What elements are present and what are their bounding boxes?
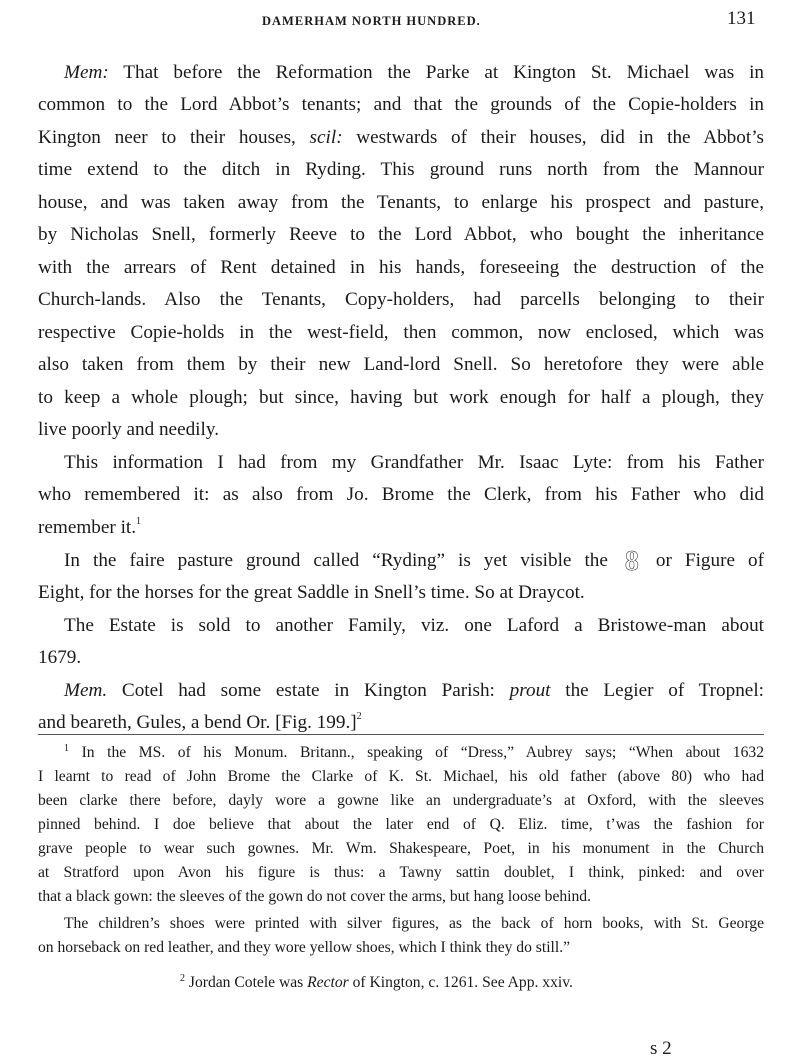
text-line: [38, 387, 764, 409]
text-run: or Figure of: [642, 550, 765, 571]
text-run: In the MS. of his Monum. Britann., speaking of “Dress,” Aubrey says; “When about 1632: [69, 744, 764, 761]
italic-text: Rector: [307, 974, 349, 991]
text-line: [64, 546, 765, 577]
text-line: [64, 62, 764, 84]
text-line: [38, 94, 764, 116]
text-line: [38, 517, 764, 539]
text-line: [38, 484, 764, 506]
text-run: In the faire pasture ground called “Ryding” is yet visible the: [64, 550, 621, 571]
text-line: [38, 224, 764, 246]
text-run: of Kington, c. 1261. See App. xxiv.: [348, 974, 573, 991]
text-run: The Estate is sold to another Family, viz. one Laford a Bristowe-man about: [64, 615, 764, 636]
text-line: [38, 582, 764, 604]
text-line: [38, 419, 764, 441]
text-run: This information I had from my Grandfather Mr. Isaac Lyte: from his Father: [64, 452, 764, 473]
text-line: [64, 452, 764, 474]
text-line: [38, 840, 764, 858]
text-run: I learnt to read of John Brome the Clarke of K. St. Michael, his old father (above 80) who had: [38, 768, 764, 785]
text-line: [38, 888, 764, 906]
text-line: [38, 816, 764, 834]
text-line: [38, 647, 764, 669]
running-title: DAMERHAM NORTH HUNDRED.: [262, 14, 481, 28]
text-line: [64, 744, 764, 762]
text-line: [38, 322, 764, 344]
footnote-marker: 2: [356, 711, 362, 722]
text-run: Jordan Cotele was: [185, 974, 308, 991]
italic-text: prout: [509, 680, 551, 701]
text-line: [38, 939, 764, 957]
text-line: [64, 615, 764, 637]
text-run: house, and was taken away from the Tenants, to enlarge his prospect and pasture,: [38, 192, 764, 213]
text-run: who remembered it: as also from Jo. Brome the Clerk, from his Father who did: [38, 484, 764, 505]
text-line: [38, 159, 764, 181]
footnote-marker: 1: [136, 516, 142, 527]
text-line: [38, 192, 764, 214]
text-run: pinned behind. I doe believe that about the later end of Q. Eliz. time, t’was the fashion for: [38, 816, 764, 833]
text-run: westwards of their houses, did in the Abbot’s: [342, 127, 764, 148]
text-run: 1679.: [38, 647, 82, 668]
signature-mark: s 2: [650, 1038, 672, 1059]
text-line: [38, 792, 764, 810]
italic-text: scil:: [309, 127, 343, 148]
text-line: [38, 127, 764, 149]
text-run: That before the Reformation the Parke at Kington St. Michael was in: [108, 62, 764, 83]
text-run: remember it.: [38, 517, 137, 538]
text-line: [38, 768, 764, 786]
text-run: that a black gown: the sleeves of the gown do not cover the arms, but hang loose behind.: [38, 888, 592, 905]
page-number: 131: [727, 8, 756, 29]
italic-text: Mem.: [64, 680, 108, 701]
footnote-rule: [38, 734, 764, 735]
text-run: by Nicholas Snell, formerly Reeve to the Lord Abbot, who bought the inheritance: [38, 224, 764, 245]
text-run: live poorly and needily.: [38, 419, 219, 440]
footnote-marker: 2: [180, 973, 185, 984]
italic-text: Mem:: [64, 62, 109, 83]
text-run: The children’s shoes were printed with silver figures, as the back of horn books, with St. George: [64, 915, 764, 932]
text-run: Cotel had some estate in Kington Parish:: [107, 680, 510, 701]
text-line: [38, 354, 764, 376]
text-run: been clarke there before, dayly wore a gowne like an undergraduate’s at Oxford, with the sleeves: [38, 792, 764, 809]
text-line: [38, 257, 764, 279]
text-run: grave people to wear such gownes. Mr. Wm. Shakespeare, Poet, in his monument in the Church: [38, 840, 764, 857]
text-run: respective Copie-holds in the west-field, then common, now enclosed, which was: [38, 322, 764, 343]
text-run: at Stratford upon Avon his figure is thus: a Tawny sattin doublet, I think, pinked: and over: [38, 864, 764, 881]
running-header: [0, 8, 800, 32]
text-run: Church-lands. Also the Tenants, Copy-holders, had parcells belonging to their: [38, 289, 764, 310]
text-line: [180, 974, 573, 992]
text-line: [38, 712, 764, 734]
figure-eight-glyph: 8: [624, 546, 639, 577]
text-run: and beareth, Gules, a bend Or. [Fig. 199.]: [38, 712, 357, 733]
text-run: with the arrears of Rent detained in his hands, foreseeing the destruction of the: [38, 257, 764, 278]
text-run: to keep a whole plough; but since, having but work enough for half a plough, they: [38, 387, 764, 408]
text-run: Kington neer to their houses,: [38, 127, 310, 148]
text-line: [64, 915, 764, 933]
text-line: [38, 289, 764, 311]
text-run: the Legier of Tropnel:: [550, 680, 764, 701]
text-run: on horseback on red leather, and they wore yellow shoes, which I think they do still.”: [38, 939, 571, 956]
text-line: [64, 680, 764, 702]
text-run: common to the Lord Abbot’s tenants; and that the grounds of the Copie-holders in: [38, 94, 764, 115]
text-run: time extend to the ditch in Ryding. This ground runs north from the Mannour: [38, 159, 764, 180]
footnote-marker: 1: [64, 743, 69, 754]
text-run: also taken from them by their new Land-lord Snell. So heretofore they were able: [38, 354, 764, 375]
text-line: [38, 864, 764, 882]
text-run: Eight, for the horses for the great Saddle in Snell’s time. So at Draycot.: [38, 582, 585, 603]
